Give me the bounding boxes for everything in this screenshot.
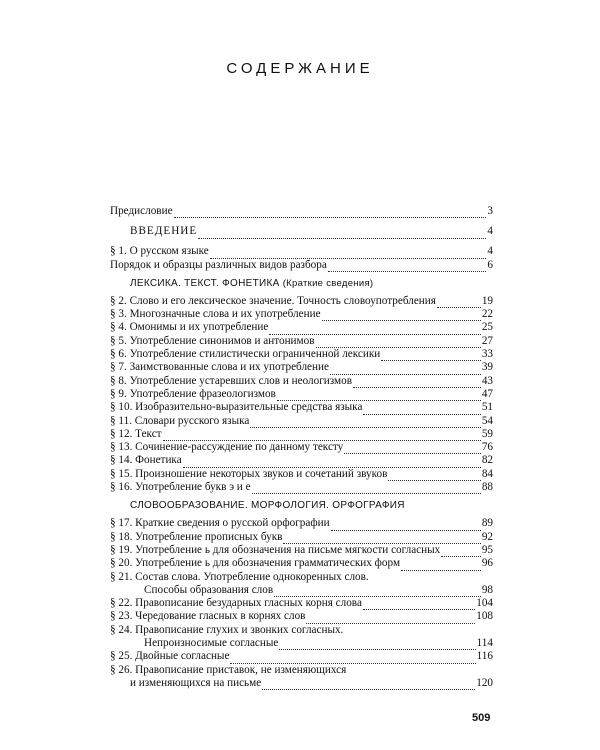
toc-entry[interactable] xyxy=(110,468,493,481)
toc-entry-page: 59 xyxy=(481,427,493,440)
leader-dots xyxy=(331,521,481,531)
toc-entry-title: ВВЕДЕНИЕ xyxy=(130,225,198,238)
toc-entry-page: 114 xyxy=(476,637,493,650)
leader-dots xyxy=(363,405,480,415)
toc-entry[interactable] xyxy=(110,441,493,454)
toc-entry-page: 19 xyxy=(481,294,493,307)
toc-entry-title: Предисловие xyxy=(110,205,173,217)
leader-dots xyxy=(279,640,475,650)
toc-entry[interactable] xyxy=(110,295,493,308)
toc-entry-page: 96 xyxy=(481,557,493,570)
section-heading-main: СЛОВООБРАЗОВАНИЕ. МОРФОЛОГИЯ. ОРФОГРАФИЯ xyxy=(130,500,405,512)
toc-entry-page: 95 xyxy=(481,543,493,556)
section-heading-sub: (Краткие сведения) xyxy=(282,277,374,289)
toc-entry-title: § 22. Правописание безударных гласных корня слова xyxy=(110,597,362,610)
toc-entry-page: 51 xyxy=(481,401,493,414)
leader-dots xyxy=(274,587,481,597)
toc-entry-line[interactable] xyxy=(110,571,493,584)
page-number: 509 xyxy=(472,712,491,724)
leader-dots xyxy=(306,614,475,624)
leader-dots xyxy=(283,534,480,544)
toc-entry-title: § 8. Употребление устаревших слов и неологизмов xyxy=(110,374,352,387)
leader-dots xyxy=(198,228,486,239)
toc-entry-page: 4 xyxy=(487,225,493,238)
toc-entry-page: 6 xyxy=(487,258,493,271)
toc-entry-title: § 4. Омонимы и их употребление xyxy=(110,321,269,334)
page-title: СОДЕРЖАНИЕ xyxy=(226,60,374,77)
leader-dots xyxy=(252,484,481,494)
toc-entry-page: 27 xyxy=(481,334,493,347)
leader-dots xyxy=(183,458,481,468)
toc-entry-title: и изменяющихся на письме xyxy=(130,676,262,689)
toc-entry-page: 3 xyxy=(487,205,493,217)
toc-heading-introduction[interactable] xyxy=(110,224,493,239)
toc-entry[interactable] xyxy=(110,401,493,414)
section-lexics-list xyxy=(110,295,493,494)
toc-entry-title: § 10. Изобразительно-выразительные средства языка xyxy=(110,401,363,414)
leader-dots xyxy=(353,378,481,388)
toc-entry-title: Способы образования слов xyxy=(144,583,274,596)
toc-entry-page: 39 xyxy=(481,361,493,374)
toc-entry[interactable] xyxy=(110,335,493,348)
toc-entry-title: § 20. Употребление ь для обозначения грамматических форм xyxy=(110,557,401,570)
toc-entry[interactable] xyxy=(110,610,493,623)
toc-entry[interactable] xyxy=(110,544,493,557)
section-morphology-list xyxy=(110,517,493,570)
leader-dots xyxy=(322,311,481,321)
toc-entry-title: § 26. Правописание приставок, не изменяющихся xyxy=(110,663,347,676)
toc-entry[interactable] xyxy=(110,361,493,374)
leader-dots xyxy=(262,680,475,690)
leader-dots xyxy=(441,547,481,557)
toc-entry-page: 54 xyxy=(481,414,493,427)
toc-entry[interactable] xyxy=(110,454,493,467)
toc-entry-title: Непроизносимые согласные xyxy=(144,637,279,650)
toc-entry-page: 76 xyxy=(481,441,493,454)
toc-entry[interactable] xyxy=(110,245,493,258)
toc-entry[interactable] xyxy=(110,375,493,388)
leader-dots xyxy=(210,249,487,259)
leader-dots xyxy=(277,391,481,401)
toc-entry-page: 33 xyxy=(481,348,493,361)
leader-dots xyxy=(381,351,481,361)
toc-entry-title: § 17. Краткие сведения о русской орфографии xyxy=(110,517,330,530)
toc-entry-title: § 25. Двойные согласные xyxy=(110,650,230,663)
toc-entry-title: § 12. Текст xyxy=(110,427,162,440)
section-morphology-list-b xyxy=(110,597,493,624)
leader-dots xyxy=(401,561,481,571)
toc-entry-page: 88 xyxy=(481,481,493,494)
toc-entry-title: § 13. Сочинение-рассуждение по данному тексту xyxy=(110,441,344,454)
toc-entry-page: 104 xyxy=(476,597,493,610)
leader-dots xyxy=(328,262,487,272)
toc-entry[interactable] xyxy=(110,597,493,610)
leader-dots xyxy=(363,600,475,610)
toc-entry[interactable] xyxy=(110,481,493,494)
toc-entry-title: § 9. Употребление фразеологизмов xyxy=(110,387,276,400)
toc-entry-title: § 11. Словари русского языка xyxy=(110,414,250,427)
leader-dots xyxy=(344,444,481,454)
toc-entry-page: 25 xyxy=(481,321,493,334)
leader-dots xyxy=(330,365,481,375)
toc-entry-page: 47 xyxy=(481,387,493,400)
toc-entry-title: § 16. Употребление букв э и е xyxy=(110,481,251,494)
toc-entry[interactable] xyxy=(110,531,493,544)
toc-entry-title: § 19. Употребление ь для обозначения на письме мягкости согласных xyxy=(110,543,441,556)
toc-entry-title: § 7. Заимствованные слова и их употребление xyxy=(110,361,329,374)
leader-dots xyxy=(437,298,481,308)
toc-entry[interactable] xyxy=(110,205,493,218)
toc-entry-line[interactable] xyxy=(110,624,493,637)
toc-entry-page: 92 xyxy=(481,530,493,543)
toc-entry[interactable] xyxy=(110,348,493,361)
toc-entry[interactable] xyxy=(110,428,493,441)
section-heading-main: ЛЕКСИКА. ТЕКСТ. ФОНЕТИКА xyxy=(130,277,280,289)
toc-entry-page: 82 xyxy=(481,454,493,467)
leader-dots xyxy=(269,325,480,335)
toc-entry[interactable] xyxy=(110,321,493,334)
toc-entry-title: § 15. Произношение некоторых звуков и сочетаний звуков xyxy=(110,467,388,480)
leader-dots xyxy=(163,431,481,441)
toc-entry[interactable] xyxy=(110,415,493,428)
toc-entry-page: 89 xyxy=(481,517,493,530)
toc-entry[interactable] xyxy=(110,557,493,570)
toc-entry-page: 43 xyxy=(481,374,493,387)
toc-entry[interactable] xyxy=(110,584,493,597)
leader-dots xyxy=(388,471,480,481)
toc-entry-title: § 2. Слово и его лексическое значение. Точность словоупотребления xyxy=(110,294,436,307)
toc-entry-page: 22 xyxy=(481,308,493,321)
toc-entry[interactable] xyxy=(110,259,493,272)
toc-entry-page: 98 xyxy=(481,583,493,596)
section-heading-morphology xyxy=(130,498,493,513)
toc-entry-page: 116 xyxy=(476,650,493,663)
leader-dots xyxy=(174,208,487,218)
toc-entry[interactable] xyxy=(110,308,493,321)
toc-entry[interactable] xyxy=(110,650,493,663)
toc-entry-title: § 3. Многозначные слова и их употребление xyxy=(110,308,321,321)
toc-entry-page: 84 xyxy=(481,467,493,480)
toc-entry-title: § 18. Употребление прописных букв xyxy=(110,530,283,543)
toc-entry-title: § 1. О русском языке xyxy=(110,245,209,258)
toc-entry-page: 108 xyxy=(476,610,493,623)
toc-entry-title: § 5. Употребление синонимов и антонимов xyxy=(110,334,315,347)
leader-dots xyxy=(250,418,480,428)
toc-entry-title: Порядок и образцы различных видов разбора xyxy=(110,258,327,271)
toc-entry-title: § 14. Фонетика xyxy=(110,454,182,467)
table-of-contents xyxy=(110,205,493,690)
section-heading-lexics xyxy=(130,276,493,291)
toc-entry-title: § 6. Употребление стилистически ограниченной лексики xyxy=(110,348,381,361)
toc-entry-title: § 23. Чередование гласных в корнях слов xyxy=(110,610,306,623)
toc-entry[interactable] xyxy=(110,677,493,690)
toc-entry[interactable] xyxy=(110,637,493,650)
toc-entry-title: § 21. Состав слова. Употребление однокоренных слов. xyxy=(110,570,369,583)
toc-entry-title: § 24. Правописание глухих и звонких согласных. xyxy=(110,623,344,636)
toc-entry-line[interactable] xyxy=(110,664,493,677)
toc-entry-page: 4 xyxy=(487,245,493,258)
leader-dots xyxy=(316,338,481,348)
toc-entry[interactable] xyxy=(110,388,493,401)
toc-entry-page: 120 xyxy=(476,676,493,689)
toc-entry[interactable] xyxy=(110,517,493,530)
leader-dots xyxy=(230,654,475,664)
